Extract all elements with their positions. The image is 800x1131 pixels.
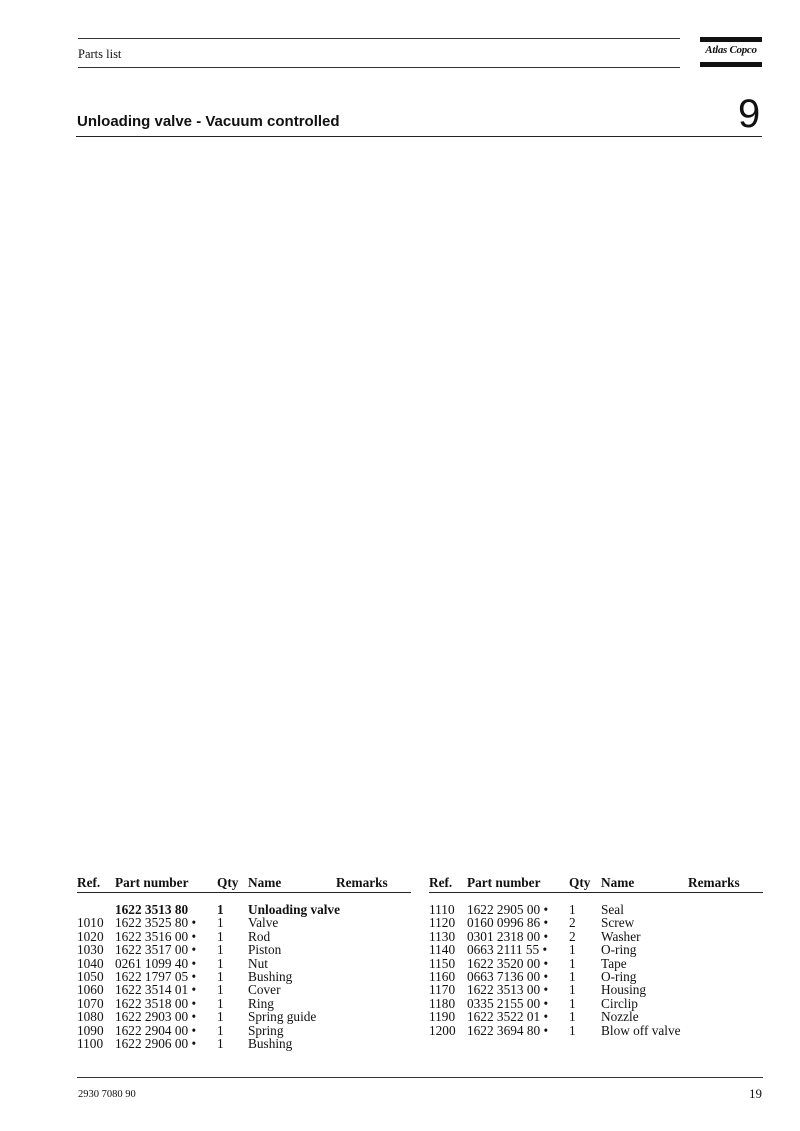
row-name: Valve	[248, 915, 279, 931]
header-qty: Qty	[569, 875, 591, 890]
table-row	[77, 1010, 411, 1023]
row-qty: 1	[217, 995, 224, 1011]
row-qty: 1	[217, 968, 224, 984]
table-row	[429, 903, 763, 916]
table-header-right	[429, 875, 763, 893]
row-part-number: 1622 3518 00 •	[115, 995, 197, 1011]
row-name: Circlip	[601, 995, 638, 1011]
table-body-right	[429, 903, 763, 1037]
row-qty: 1	[217, 902, 224, 917]
table-row	[429, 970, 763, 983]
row-name: Tape	[601, 955, 627, 971]
table-body-left	[77, 903, 411, 1050]
table-row	[77, 1024, 411, 1037]
table-row	[77, 983, 411, 996]
row-part-number: 1622 2904 00 •	[115, 1022, 197, 1038]
row-qty: 1	[569, 902, 576, 917]
row-part-number: 0663 7136 00 •	[467, 968, 549, 984]
row-qty: 2	[569, 928, 576, 944]
table-row	[77, 903, 411, 916]
table-row	[77, 997, 411, 1010]
row-part-number: 0160 0996 86 •	[467, 915, 549, 931]
table-row	[429, 957, 763, 970]
row-name: Nozzle	[601, 1009, 639, 1025]
row-part-number: 1622 2906 00 •	[115, 1035, 197, 1051]
row-ref: 1190	[429, 1009, 456, 1025]
row-qty: 1	[217, 1009, 224, 1025]
table-row	[77, 930, 411, 943]
footer-rule	[77, 1077, 763, 1078]
row-part-number: 0261 1099 40 •	[115, 955, 197, 971]
row-name: Washer	[601, 928, 641, 944]
table-row	[429, 930, 763, 943]
row-part-number: 0335 2155 00 •	[467, 995, 549, 1011]
parts-table-right	[429, 875, 763, 1037]
header-remarks: Remarks	[688, 875, 740, 890]
row-ref: 1150	[429, 955, 456, 971]
header-part-number: Part number	[467, 875, 541, 890]
row-qty: 2	[569, 915, 576, 931]
row-qty: 1	[217, 1035, 224, 1051]
row-ref: 1050	[77, 968, 104, 984]
header-bottom-rule	[78, 67, 680, 68]
title-rule	[76, 136, 762, 137]
row-qty: 1	[217, 928, 224, 944]
row-part-number: 0663 2111 55 •	[467, 942, 548, 958]
table-row	[429, 916, 763, 929]
chapter-number: 9	[738, 92, 761, 136]
row-ref: 1060	[77, 982, 104, 998]
logo-top-bar	[700, 37, 762, 42]
row-name: Ring	[248, 995, 274, 1011]
header-ref: Ref.	[77, 875, 101, 890]
row-ref: 1130	[429, 928, 456, 944]
row-name: Spring	[248, 1022, 284, 1038]
table-header-left	[77, 875, 411, 893]
row-name: Bushing	[248, 968, 293, 984]
row-qty: 1	[217, 982, 224, 998]
row-qty: 1	[569, 995, 576, 1011]
document-number: 2930 7080 90	[78, 1089, 136, 1100]
header-ref: Ref.	[429, 875, 453, 890]
row-ref: 1200	[429, 1022, 456, 1038]
header-qty: Qty	[217, 875, 239, 890]
row-name: Housing	[601, 982, 647, 998]
table-row	[429, 997, 763, 1010]
header-part-number: Part number	[115, 875, 189, 890]
row-ref: 1090	[77, 1022, 104, 1038]
atlas-copco-logo	[700, 37, 762, 67]
row-qty: 1	[569, 1009, 576, 1025]
table-row	[77, 1037, 411, 1050]
header-name: Name	[601, 875, 635, 890]
logo-brand-text: Atlas Copco	[705, 44, 757, 56]
row-name: Unloading valve	[248, 902, 340, 917]
table-row	[77, 916, 411, 929]
header-remarks: Remarks	[336, 875, 388, 890]
row-ref: 1180	[429, 995, 456, 1011]
row-ref: 1040	[77, 955, 104, 971]
row-ref: 1110	[429, 902, 455, 917]
page-title: Unloading valve - Vacuum controlled	[77, 113, 340, 130]
row-ref: 1120	[429, 915, 456, 931]
row-ref: 1100	[77, 1035, 104, 1051]
row-part-number: 1622 3694 80 •	[467, 1022, 549, 1038]
row-part-number: 1622 3513 00 •	[467, 982, 549, 998]
row-qty: 1	[569, 955, 576, 971]
table-row	[77, 957, 411, 970]
row-part-number: 1622 2903 00 •	[115, 1009, 197, 1025]
table-row	[429, 1010, 763, 1023]
header-top-rule	[78, 38, 680, 39]
row-qty: 1	[217, 1022, 224, 1038]
row-name: Cover	[248, 982, 281, 998]
row-name: O-ring	[601, 968, 637, 984]
row-part-number: 1622 3513 80	[115, 902, 189, 917]
row-qty: 1	[217, 942, 224, 958]
row-name: Bushing	[248, 1035, 293, 1051]
row-ref: 1010	[77, 915, 104, 931]
row-part-number: 0301 2318 00 •	[467, 928, 549, 944]
logo-bottom-bar	[700, 62, 762, 67]
row-qty: 1	[569, 982, 576, 998]
parts-table-left	[77, 875, 411, 1050]
row-qty: 1	[569, 1022, 576, 1038]
page-number: 19	[749, 1086, 762, 1101]
row-ref: 1030	[77, 942, 104, 958]
table-row	[77, 970, 411, 983]
row-qty: 1	[217, 915, 224, 931]
row-part-number: 1622 1797 05 •	[115, 968, 197, 984]
row-part-number: 1622 3520 00 •	[467, 955, 549, 971]
row-part-number: 1622 2905 00 •	[467, 902, 549, 917]
row-ref: 1170	[429, 982, 456, 998]
table-row	[429, 1024, 763, 1037]
table-row	[429, 943, 763, 956]
row-name: Rod	[248, 928, 271, 944]
table-row	[429, 983, 763, 996]
row-ref: 1140	[429, 942, 456, 958]
row-qty: 1	[569, 942, 576, 958]
row-part-number: 1622 3517 00 •	[115, 942, 197, 958]
row-name: Spring guide	[248, 1009, 317, 1025]
row-name: Piston	[248, 942, 282, 958]
table-row	[77, 943, 411, 956]
row-name: O-ring	[601, 942, 637, 958]
row-name: Seal	[601, 902, 624, 917]
row-part-number: 1622 3514 01 •	[115, 982, 197, 998]
row-name: Nut	[248, 955, 268, 971]
row-ref: 1020	[77, 928, 104, 944]
row-name: Blow off valve	[601, 1022, 681, 1038]
row-ref: 1080	[77, 1009, 104, 1025]
row-part-number: 1622 3525 80 •	[115, 915, 197, 931]
row-qty: 1	[569, 968, 576, 984]
row-name: Screw	[601, 915, 635, 931]
row-part-number: 1622 3516 00 •	[115, 928, 197, 944]
row-qty: 1	[217, 955, 224, 971]
row-ref: 1070	[77, 995, 104, 1011]
row-part-number: 1622 3522 01 •	[467, 1009, 549, 1025]
row-ref: 1160	[429, 968, 456, 984]
header-name: Name	[248, 875, 282, 890]
section-label: Parts list	[78, 47, 122, 61]
